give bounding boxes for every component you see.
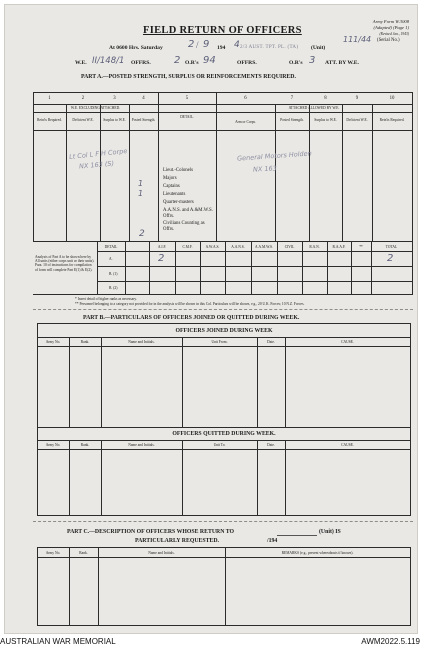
analysis-row: A. (109, 257, 113, 261)
ors-label: O.R's (185, 60, 199, 66)
joined-col: Unit From. (211, 340, 228, 344)
footnote-1: * Insert detail of higher ranks as necessary. (75, 297, 137, 301)
part-c-col: REMARKS (e.g., present whereabouts if known). (281, 551, 354, 555)
col-number: 1 (48, 96, 51, 101)
col-number: 10 (389, 96, 395, 101)
col-heading: Deficient W.E. (346, 118, 368, 122)
quitted-col: Date. (267, 443, 275, 447)
serial-number: 111/44 (343, 35, 372, 44)
col-number: 2 (81, 96, 85, 101)
hand-captain: 1 (138, 179, 144, 188)
ors2-label: O.R's (289, 60, 303, 66)
quitted-col: Army No. (45, 443, 61, 447)
analysis-col: DETAIL (104, 245, 118, 249)
rank-label: Captains (163, 184, 180, 189)
joined-col: Date. (267, 340, 275, 344)
analysis-col: CIVIL (284, 245, 295, 249)
joined-col: CAUSE. (341, 340, 354, 344)
rank-label: Quarter-masters (163, 200, 194, 205)
joined-col: Rank. (80, 340, 90, 344)
col-number: 9 (355, 96, 359, 101)
archive-caption: AUSTRALIAN WAR MEMORIAL (0, 637, 116, 646)
form-ref-line-2: (Adapted) (Page 1) (373, 25, 409, 30)
we-value: II/148/1 (92, 56, 125, 66)
part-c-col: Army No. (45, 551, 61, 555)
hand-lieut: 1 (138, 189, 144, 198)
quitted-col: CAUSE. (341, 443, 354, 447)
hand-note-right-2: NX 163 (252, 164, 277, 174)
col-heading: Deficient W.E. (72, 118, 94, 122)
col-heading: Arm or Corps. (235, 120, 256, 124)
quitted-col: Rank. (80, 443, 90, 447)
part-c-unit: (Unit) IS (319, 529, 341, 535)
hand-aif: 2 (158, 253, 165, 264)
quitted-heading: OFFICERS QUITTED DURING WEEK. (172, 431, 276, 437)
col-number: 5 (185, 96, 189, 101)
serial-label: (Serial No.) (377, 38, 400, 43)
col-heading: Surplus to W.E. (103, 118, 126, 122)
col-heading: Rein'ts Required. (37, 118, 62, 122)
unit-stamp: 2/3 AUST. TPT. PL. (TA) (240, 45, 299, 50)
analysis-col: TOTAL (385, 245, 398, 249)
we-label: W.E. (75, 60, 87, 66)
analysis-col: ** (359, 245, 363, 249)
joined-heading: OFFICERS JOINED DURING WEEK (175, 328, 273, 334)
form-ref-line-1: Army Form W.3008 (372, 19, 409, 24)
rank-label: Lieutenants (163, 192, 186, 197)
year-value: 4 (234, 40, 240, 50)
detail-heading: DETAIL. (180, 115, 194, 119)
form-reference (373, 19, 409, 37)
analysis-col: A.I.F. (157, 245, 167, 249)
date-month: 9 (203, 39, 210, 50)
hand-total-a: 2 (387, 253, 394, 264)
form-title: FIELD RETURN OF OFFICERS (143, 25, 302, 36)
rank-label: Lieut.-Colonels (163, 168, 193, 173)
unit-label: (Unit) (311, 45, 326, 51)
ors-value: 94 (203, 55, 216, 66)
offrs-value: 2 (174, 55, 181, 66)
ors2-value: 3 (309, 55, 316, 66)
hand-note-left: Lt Col L F H Corpe (68, 146, 128, 162)
offrs2-label: OFFRS. (237, 60, 257, 66)
part-c-col: Rank. (79, 551, 88, 555)
col-number: 3 (113, 96, 116, 101)
analysis-col: A.W.A.S. (205, 245, 220, 249)
col-heading: Surplus to W.E. (314, 118, 337, 122)
part-a-heading: PART A.—POSTED STRENGTH, SURPLUS OR REINFORCEMENTS REQUIRED. (81, 74, 296, 80)
part-b-heading: PART B.—PARTICULARS OF OFFICERS JOINED OR QUITTED DURING WEEK. (83, 315, 300, 321)
archive-reference: AWM2022.5.119 (361, 637, 420, 646)
part-c-year: /194 (267, 538, 278, 544)
rank-label: Civilians Counting as Offrs. (163, 221, 205, 232)
col-heading: Rein'ts Required. (379, 118, 405, 122)
year-label: 194 (217, 45, 226, 51)
date-day: 2 (188, 39, 195, 50)
form-ref-line-3: (Revised Jan., 1943) (379, 32, 409, 36)
offrs-label: OFFRS. (131, 60, 151, 66)
col-number: 4 (142, 96, 145, 101)
col-number: 8 (324, 96, 327, 101)
analysis-col: R.A.N. (309, 245, 320, 249)
hand-note-left-2: NX 163 (S) (78, 159, 115, 171)
analysis-row: B. (1) (109, 272, 118, 276)
analysis-row: B. (2) (109, 286, 118, 290)
analysis-col: A.A.M.W.S. (255, 245, 273, 249)
hand-total: 2 (139, 229, 145, 239)
analysis-col: R.A.A.F. (332, 245, 346, 249)
at-label: At 0600 Hrs. Saturday (109, 45, 163, 51)
quitted-col: Unit To. (213, 443, 226, 447)
joined-col: Name and Initials. (128, 340, 155, 344)
analysis-col: C.M.F. (182, 245, 193, 249)
hand-note-right: General Motors Holden (236, 149, 313, 163)
analysis-note: Analysis of Part A to be shown here by All units (either corps unit or their units). Para. 10 of instructions for compilation of form will complete Part E(1) & E(2). (35, 255, 95, 272)
col-number: 7 (290, 96, 294, 101)
group-heading-right: ATTACHED ALLOWED BY W.E. (288, 106, 340, 110)
part-c-heading-2: PARTICULARLY REQUESTED. (135, 538, 219, 544)
col-heading: Posted Strength. (280, 118, 304, 122)
att-label: ATT. BY W.E. (325, 60, 359, 66)
col-heading: Posted Strength. (131, 118, 156, 122)
form-sheet: FIELD RETURN OF OFFICERS Army Form W.3008 (Adapted) (Page 1) (Revised Jan., 1943) 111/44 (Serial No.) At 0600 Hrs. Saturday 2 / 9 194 4 2/3 AUST. TPT. PL. (TA) (Unit) W.E. II/148/1 OFFRS. 2 O.R's 94 OFFRS. O.R's 3 ATT. BY W.E. PART A.—POSTED STRENGTH, SURPLUS OR REINFORCEMENTS REQUIRED. 1 2 3 4 5 6 7 8 9 10 W.E. EXCLUDING ATTACHED. ATTACHED ALLOWED BY W.E. DETAIL. Rein'ts Required. Deficient W.E. Surplus to W.E. Posted Strength. Arm or Corps. Posted Strength. Surplus to W.E. Deficient W.E. Rein'ts Required. Lieut.-Colonels Majors Captains Lieutenants Quarter-masters A.A.N.S. and A.&M.W.S. Offrs. Civilians Counting as Offrs. 1 1 2 Lt Col L F H Corpe NX 163 (S) General Motors Holden NX 163 Analysis of Part A to be shown here by All units (either corps unit or their units). Para. 10 of instructions for compilation of form will complete Part E(1) & E(2). DETAIL A.I.F. C.M.F. A.W.A.S. A.A.N.S. A.A.M.W.S. CIVIL R.A.N. R.A.A.F. ** TOTAL A. B. (1) B. (2) 2 2 * Insert detail of higher ranks as necessary. ** Personnel belonging to a category not provided for in the analysis will be shown in this Col. Particulars will be shown, e.g., 20 U.K. Forces; 10 N.Z. Forces. PART B.—PARTICULARS OF OFFICERS JOINED OR QUITTED DURING WEEK. OFFICERS JOINED DURING WEEK Army No. Rank. Name and Initials. Unit From. Date. CAUSE. OFFICERS QUITTED DURING WEEK. Army No. Rank. Name and Initials. Unit To. Date. CAUSE. PART C.—DESCRIPTION OF OFFICERS WHOSE RETURN TO (Unit) IS PARTICULARLY REQUESTED. /194 Army No. Rank. Name and Initials. REMARKS (e.g., present whereabouts if known). (4, 4, 418, 634)
quitted-col: Name and Initials. (128, 443, 155, 447)
joined-col: Army No. (45, 340, 61, 344)
part-c-heading: PART C.—DESCRIPTION OF OFFICERS WHOSE RETURN TO (67, 529, 235, 535)
group-heading-left: W.E. EXCLUDING ATTACHED. (70, 106, 121, 110)
col-number: 6 (244, 96, 247, 101)
rank-label: A.A.N.S. and A.&M.W.S. Offrs. (163, 208, 213, 219)
footnote-2: ** Personnel belonging to a category not provided for in the analysis will be shown in this Col. Particulars will be shown, e.g., 20 U.K. Forces; 10 N.Z. Forces. (75, 302, 305, 306)
analysis-col: A.A.N.S. (231, 245, 245, 249)
rank-label: Majors (163, 176, 177, 181)
part-c-col: Name and Initials. (148, 551, 175, 555)
